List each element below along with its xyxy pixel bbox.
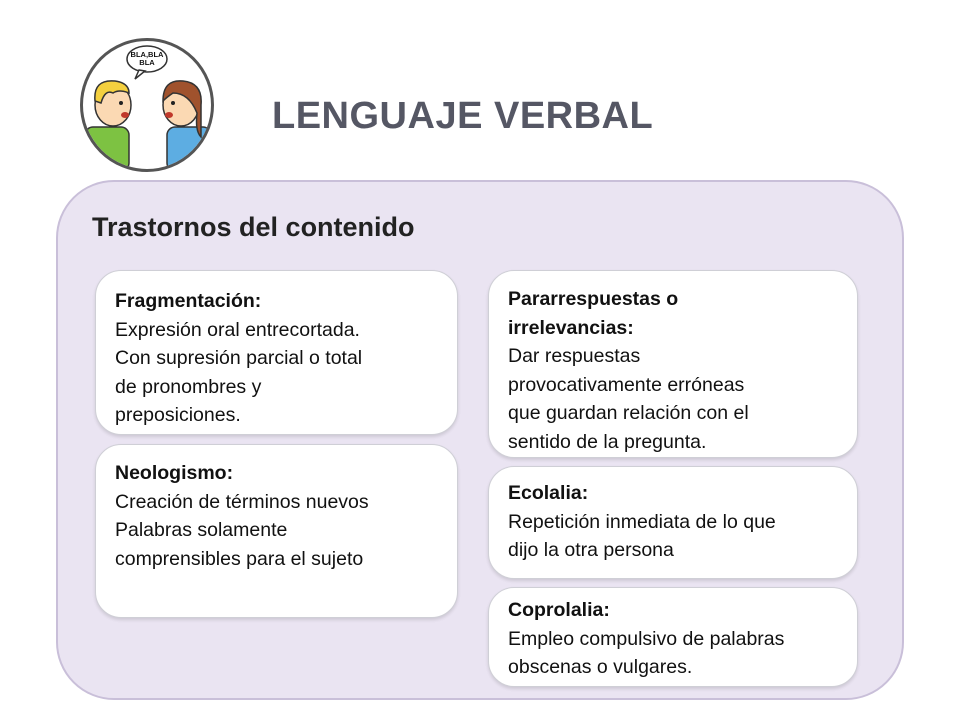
card-line: obscenas o vulgares.: [508, 656, 693, 678]
section-title: Trastornos del contenido: [92, 212, 415, 242]
card-line: Dar respuestas: [508, 345, 641, 367]
two-people-talking-icon: [80, 38, 214, 172]
svg-text:BLA: BLA: [139, 58, 155, 67]
card-coprolalia: [488, 587, 858, 687]
card-heading: irrelevancias:: [508, 316, 634, 339]
card-line: comprensibles para el sujeto: [115, 547, 364, 570]
logo-illustration: [83, 41, 211, 169]
card-heading: Neologismo:: [115, 462, 234, 484]
card-line: Palabras solamente: [115, 519, 288, 541]
card-line: Repetición inmediata de lo que: [508, 510, 776, 533]
card-heading: Fragmentación:: [115, 290, 262, 312]
card-heading: Coprolalia:: [508, 599, 610, 621]
card-line: dijo la otra persona: [508, 539, 674, 561]
card-line: Empleo compulsivo de palabras: [508, 627, 785, 650]
card-neologismo: [95, 444, 458, 618]
card-line: preposiciones.: [115, 404, 241, 426]
page-title: LENGUAJE VERBAL: [272, 95, 654, 137]
card-ecolalia: [488, 466, 858, 579]
card-line: Con supresión parcial o total: [115, 347, 363, 369]
card-heading: Ecolalia:: [508, 482, 589, 504]
card-line: Creación de términos nuevos: [115, 490, 369, 513]
card-line: que guardan relación con el: [508, 402, 749, 424]
svg-text:BLA,BLA: BLA,BLA: [130, 50, 164, 59]
card-line: sentido de la pregunta.: [508, 430, 707, 453]
card-line: de pronombres y: [115, 375, 262, 398]
card-heading: Pararrespuestas o: [508, 288, 679, 310]
card-line: provocativamente erróneas: [508, 373, 745, 396]
card-pararrespuestas: [488, 270, 858, 458]
card-fragmentacion: [95, 270, 458, 435]
card-line: Expresión oral entrecortada.: [115, 318, 360, 341]
